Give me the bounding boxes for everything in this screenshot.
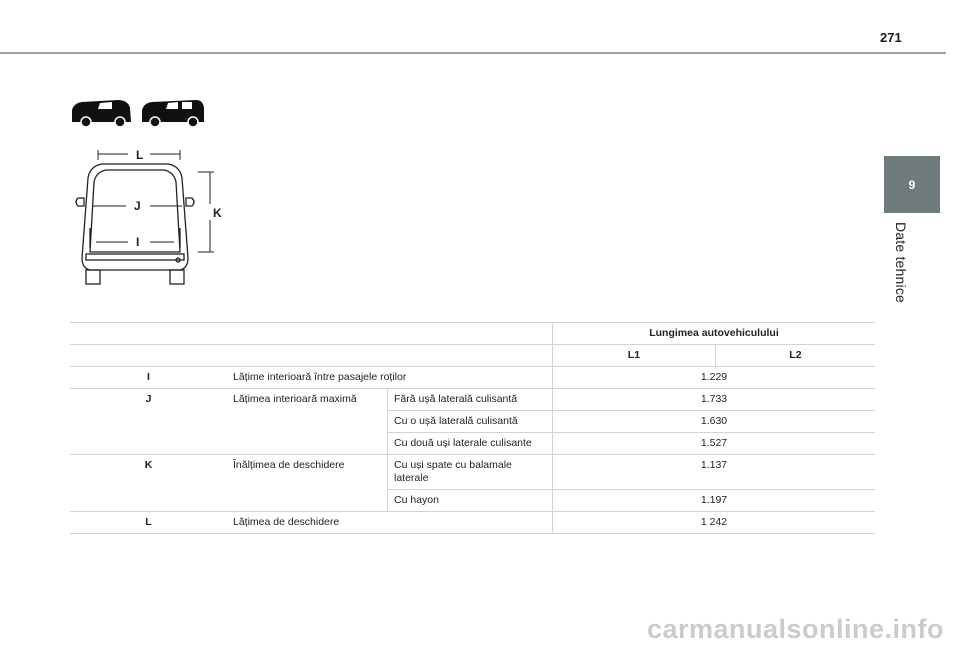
- row-sub: Cu hayon: [388, 490, 553, 512]
- row-desc: Lățimea de deschidere: [227, 512, 553, 534]
- dimension-lines: [92, 150, 214, 252]
- header-rule: [0, 52, 946, 54]
- row-value: 1.137: [553, 455, 876, 490]
- header-l1: L1: [553, 345, 716, 367]
- van-short-icon: [72, 100, 131, 127]
- row-sub: Cu o ușă laterală culisantă: [388, 411, 553, 433]
- dimensions-table: [70, 322, 875, 534]
- row-sub: Cu două uși laterale culisante: [388, 433, 553, 455]
- row-code: J: [145, 393, 152, 405]
- row-desc: Lățimea interioară maximă: [233, 393, 357, 405]
- row-value: 1.733: [553, 389, 876, 411]
- chapter-tab[interactable]: [884, 156, 940, 213]
- dimension-label-j: J: [134, 199, 141, 213]
- dimension-label-l: L: [136, 148, 144, 162]
- row-value: 1.197: [553, 490, 876, 512]
- rear-view-diagram: [70, 148, 230, 290]
- row-value: 1 242: [553, 512, 876, 534]
- row-code: K: [144, 459, 153, 471]
- chapter-title: Date tehnice: [893, 222, 909, 304]
- table-row: [70, 490, 875, 512]
- table-row: [70, 512, 875, 534]
- row-value: 1.630: [553, 411, 876, 433]
- row-value: 1.229: [553, 367, 876, 389]
- header-l2: L2: [715, 345, 875, 367]
- row-desc: Lățime interioară între pasajele roților: [227, 367, 553, 389]
- table-subheader-row: [70, 345, 875, 367]
- row-code: L: [70, 512, 227, 534]
- page-number: 271: [880, 30, 902, 45]
- van-silhouettes-icon: [70, 98, 205, 128]
- table-header-row: [70, 323, 875, 345]
- watermark: carmanualsonline.info: [646, 614, 944, 644]
- header-vehicle-length: Lungimea autovehiculului: [553, 323, 876, 345]
- row-value: 1.527: [553, 433, 876, 455]
- table-row: [70, 433, 875, 455]
- dimension-label-i: I: [136, 235, 140, 249]
- row-code: I: [70, 367, 227, 389]
- row-sub: Cu uși spate cu balamale laterale: [388, 455, 553, 490]
- chapter-number: 9: [908, 177, 916, 192]
- van-rear-outline: [76, 164, 194, 284]
- table-row: [70, 411, 875, 433]
- row-sub: Fără ușă laterală culisantă: [388, 389, 553, 411]
- table-row: [70, 367, 875, 389]
- dimension-label-k: K: [213, 206, 222, 220]
- van-long-icon: [142, 100, 204, 127]
- row-desc: Înălțimea de deschidere: [233, 459, 345, 471]
- table-row: [70, 389, 875, 411]
- table-row: [70, 455, 875, 490]
